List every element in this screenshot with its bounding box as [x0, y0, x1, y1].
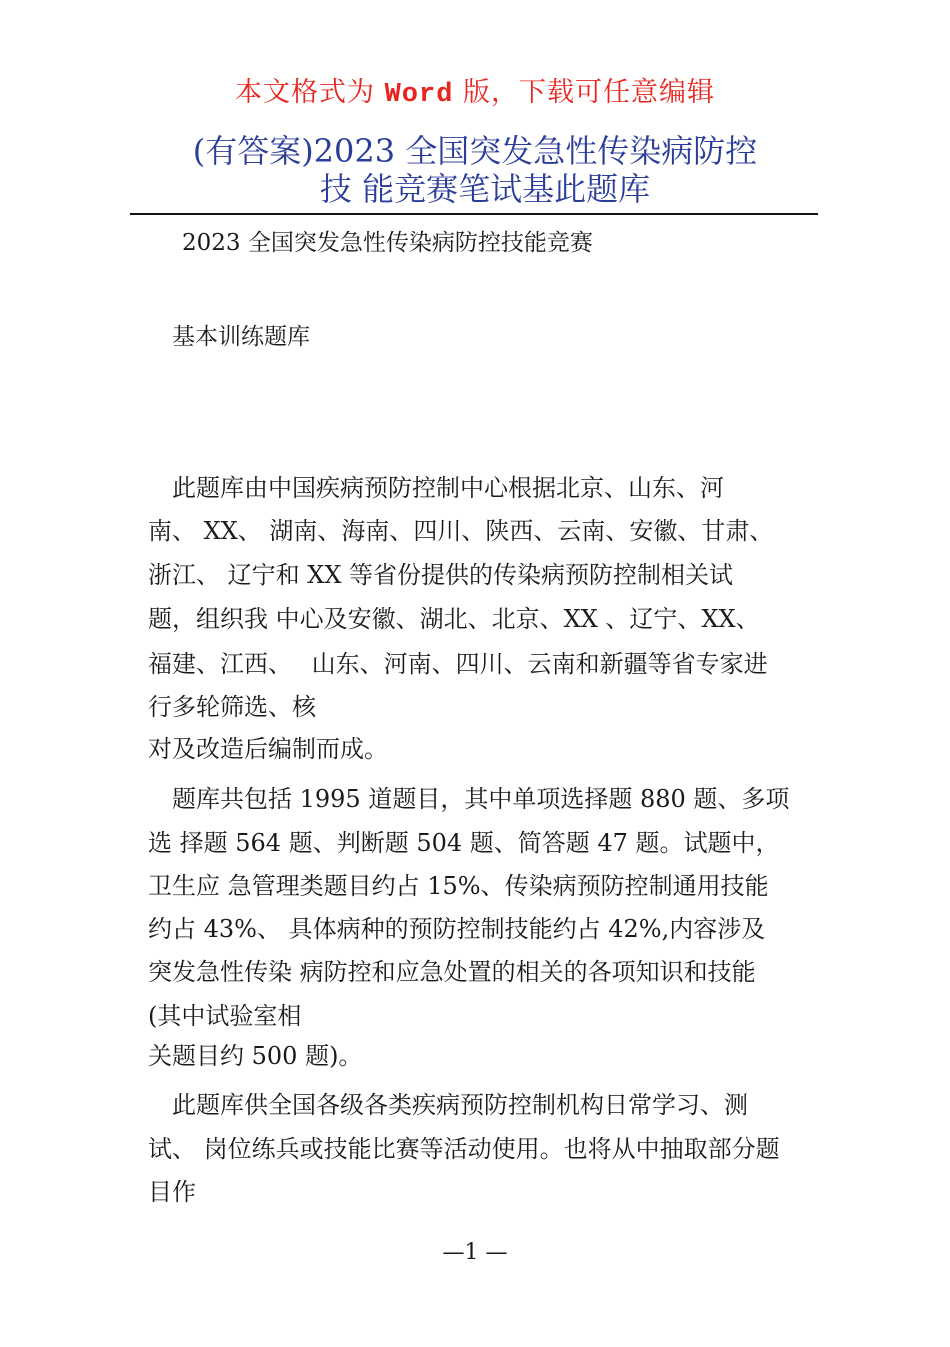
- download-notice-banner: [0, 70, 950, 110]
- paragraph-3-line-1: 此题库供全国各级各类疾病预防控制机构日常学习、测: [148, 1091, 748, 1119]
- paragraph-1-line-6: 行多轮筛选、核: [148, 693, 316, 721]
- page-number: —1 —: [442, 1240, 508, 1265]
- paragraph-3-line-2: 试、 岗位练兵或技能比赛等活动使用。也将从中抽取部分题: [148, 1135, 780, 1163]
- paragraph-2-line-1: 题库共包括 1995 道题目，其中单项选择题 880 题、多项: [148, 785, 790, 813]
- document-title-line-1: (有答案)2023 全国突发急性传染病防控: [192, 132, 758, 170]
- paragraph-2-line-7: 关题目约 500 题)。: [148, 1042, 363, 1070]
- paragraph-1-line-5: 福建、江西、 山东、河南、四川、云南和新疆等省专家进: [148, 650, 768, 678]
- paragraph-2-line-4: 约占 43%、 具体病种的预防控制技能约占 42%,内容涉及: [148, 915, 766, 943]
- heading-line-2: 基本训练题库: [172, 324, 310, 350]
- paragraph-1-line-4: 题，组织我 中心及安徽、湖北、北京、XX 、辽宁、XX、: [148, 605, 760, 633]
- paragraph-2-line-5: 突发急性传染 病防控和应急处置的相关的各项知识和技能: [148, 958, 756, 986]
- banner-suffix: 版，下载可任意编辑: [453, 77, 715, 108]
- banner-prefix: 本文格式为: [235, 77, 385, 108]
- paragraph-3-line-3: 目作: [148, 1178, 196, 1206]
- heading-line-1: 2023 全国突发急性传染病防控技能竞赛: [182, 230, 593, 256]
- paragraph-2-line-2: 选 择题 564 题、判断题 504 题、简答题 47 题。试题中，: [148, 829, 780, 857]
- title-divider: [130, 213, 818, 215]
- paragraph-1-line-2: 南、 XX、 湖南、海南、四川、陕西、云南、安徽、甘肃、: [148, 517, 774, 545]
- paragraph-2-line-6: (其中试验室相: [148, 1002, 302, 1030]
- paragraph-1-line-7: 对及改造后编制而成。: [148, 735, 388, 763]
- paragraph-1-line-1: 此题库由中国疾病预防控制中心根据北京、山东、河: [148, 474, 724, 502]
- paragraph-2-line-3: 卫生应 急管理类题目约占 15%、传染病预防控制通用技能: [148, 872, 769, 900]
- document-title-line-2: 技 能竞赛笔试基此题库: [319, 170, 651, 208]
- paragraph-1-line-3: 浙江、 辽宁和 XX 等省份提供的传染病预防控制相关试: [148, 561, 734, 589]
- banner-word: Word: [384, 80, 454, 110]
